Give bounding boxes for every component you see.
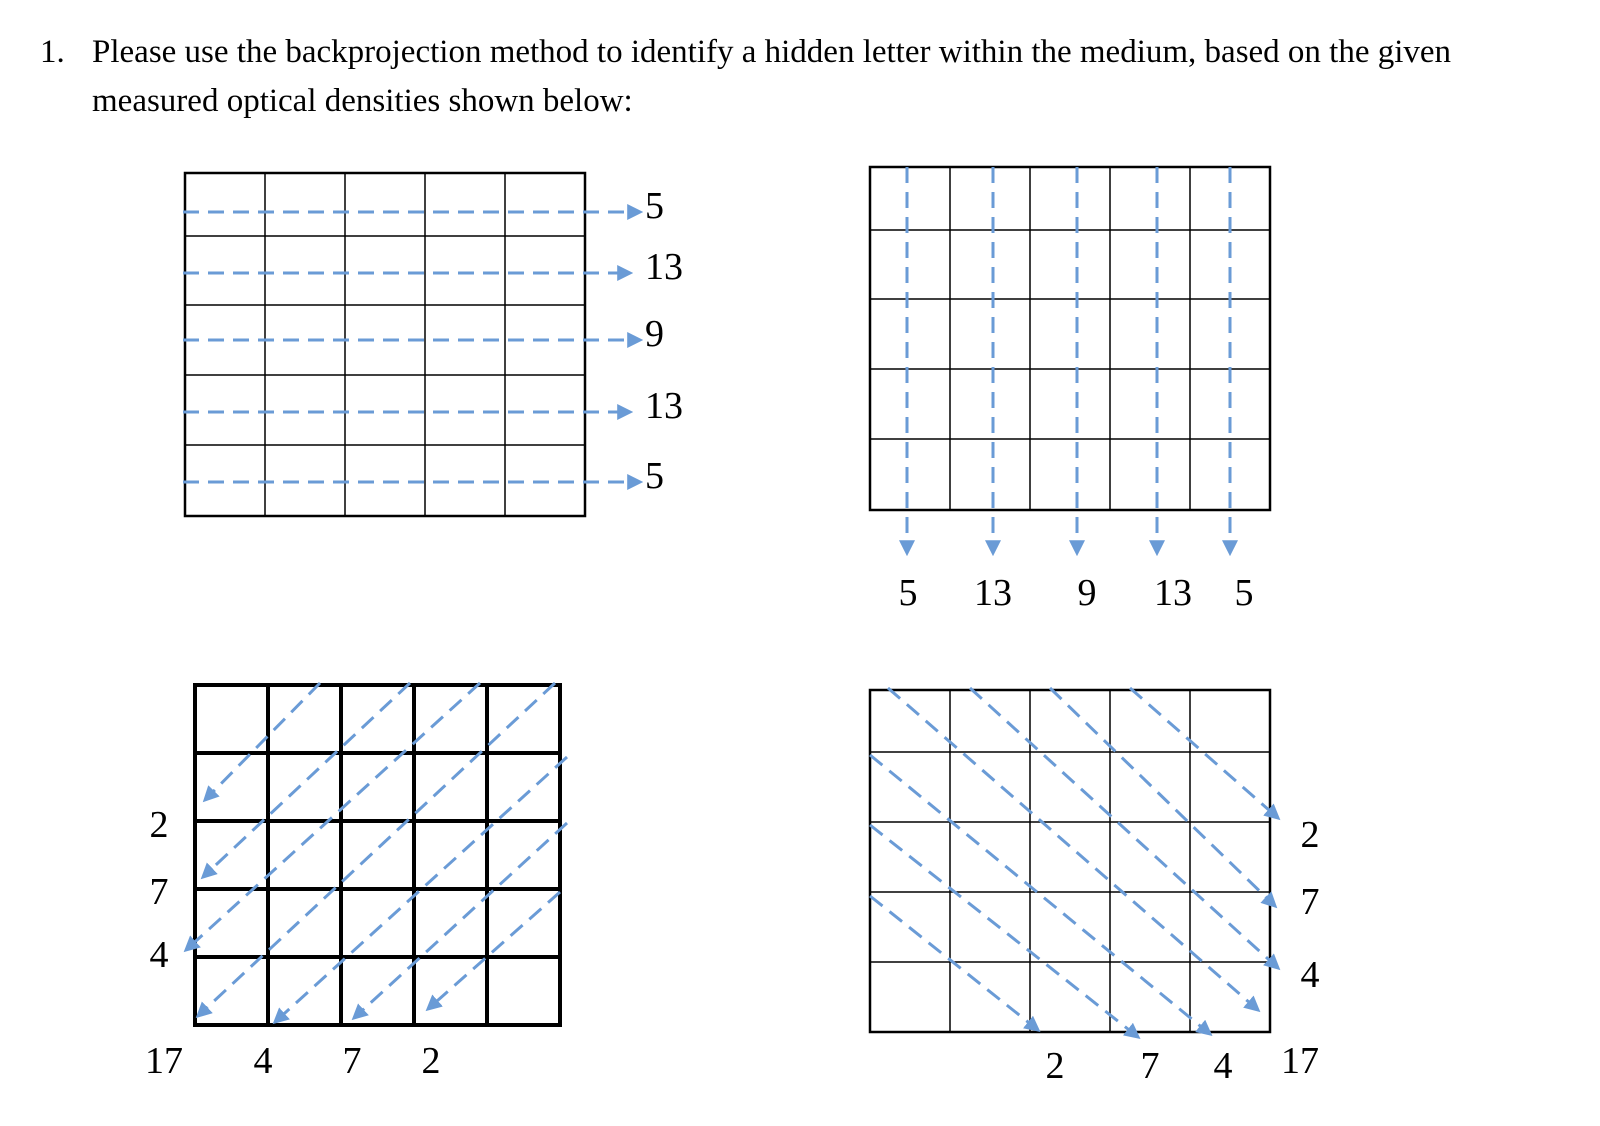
projection-value: 9 <box>1077 572 1097 614</box>
projection-value: 9 <box>645 313 664 355</box>
ray-arrow <box>1130 688 1278 818</box>
question-number: 1. <box>40 34 65 70</box>
grid-vertical <box>870 167 1270 510</box>
question-text: Please use the backprojection method to identify a hidden letter within the medium, based on the given measured optical densities shown below: <box>92 34 1452 119</box>
ray-arrows-vertical <box>907 167 1230 553</box>
panel-vertical <box>870 167 1270 614</box>
projection-value: 13 <box>1154 572 1192 614</box>
ray-arrow <box>203 683 410 877</box>
grid-diagonal-left <box>195 685 560 1025</box>
side-values-diagonal-right <box>1301 814 1320 996</box>
projection-value: 7 <box>1300 881 1320 923</box>
projection-values-horizontal <box>645 185 683 497</box>
projection-value: 2 <box>421 1040 441 1082</box>
ray-arrow <box>354 823 567 1018</box>
ray-arrows-diagonal-left <box>186 683 567 1022</box>
ray-arrows-horizontal <box>183 212 640 482</box>
projection-value: 5 <box>1234 572 1254 614</box>
projection-value: 2 <box>149 804 169 846</box>
projection-value: 5 <box>645 185 664 227</box>
ray-arrow <box>428 892 560 1009</box>
projection-value: 13 <box>645 246 683 288</box>
panel-diagonal-left <box>145 683 567 1082</box>
ray-arrows-diagonal-right <box>870 688 1278 1037</box>
projection-value: 4 <box>149 934 169 976</box>
ray-arrow <box>870 755 1210 1034</box>
projection-value: 4 <box>1213 1045 1233 1087</box>
ray-arrow <box>870 896 1038 1030</box>
projection-value: 7 <box>1140 1045 1160 1087</box>
ray-arrow <box>186 683 480 950</box>
projection-value: 5 <box>645 455 664 497</box>
projection-value: 13 <box>645 385 683 427</box>
ray-arrow <box>870 825 1138 1037</box>
side-values-diagonal-left <box>150 804 169 976</box>
ray-arrow <box>970 688 1278 968</box>
ray-arrow <box>205 683 320 800</box>
projection-value: 17 <box>145 1040 183 1082</box>
projection-value: 2 <box>1045 1045 1065 1087</box>
projection-value: 5 <box>898 572 918 614</box>
projection-value: 13 <box>974 572 1012 614</box>
grid-diagonal-right <box>870 690 1270 1032</box>
ray-arrow <box>1050 688 1275 906</box>
ray-arrow <box>198 683 555 1016</box>
bottom-values-diagonal-right <box>1046 1040 1320 1087</box>
projection-value: 7 <box>149 871 169 913</box>
projection-value: 4 <box>253 1040 273 1082</box>
grid-horizontal <box>185 173 585 516</box>
projection-value: 2 <box>1300 814 1320 856</box>
bottom-values-diagonal-left <box>145 1040 441 1082</box>
projection-value: 4 <box>1300 954 1320 996</box>
projection-value: 7 <box>342 1040 362 1082</box>
panel-horizontal <box>183 173 683 516</box>
panel-diagonal-right <box>870 688 1320 1087</box>
projection-values-vertical <box>899 572 1254 614</box>
projection-value: 17 <box>1281 1040 1319 1082</box>
